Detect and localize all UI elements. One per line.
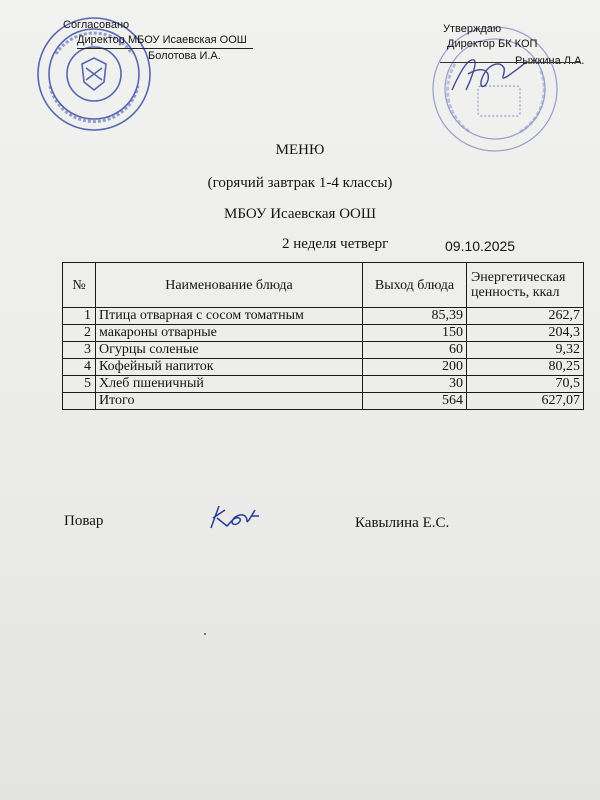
row-yield: 60 — [363, 342, 467, 359]
row-dish-name: Хлеб пшеничный — [96, 376, 363, 393]
confirmation-approve: Утверждаю — [443, 23, 502, 35]
row-yield: 150 — [363, 325, 467, 342]
table-row — [63, 342, 584, 359]
row-energy: 80,25 — [467, 359, 584, 376]
week-day: 2 неделя четверг — [282, 236, 389, 252]
approval-agreed: Согласовано — [63, 19, 130, 31]
confirmation-position: Директор БК КОП — [447, 38, 538, 50]
approval-name: Болотова И.А. — [148, 50, 221, 62]
approval-position: Директор МБОУ Исаевская ООШ — [77, 33, 253, 49]
cook-name: Кавылина Е.С. — [355, 515, 450, 531]
row-dish-name: Кофейный напиток — [96, 359, 363, 376]
total-number-cell — [63, 393, 96, 410]
row-energy: 204,3 — [467, 325, 584, 342]
row-number: 4 — [63, 359, 96, 376]
row-energy: 9,32 — [467, 342, 584, 359]
row-yield: 30 — [363, 376, 467, 393]
confirmation-name: Рыжкина Л.А. — [515, 55, 585, 67]
row-yield: 200 — [363, 359, 467, 376]
total-energy: 627,07 — [467, 393, 584, 410]
table-header-row — [63, 263, 584, 308]
column-energy: Энергетическая ценность, ккал — [467, 263, 584, 308]
row-dish-name: Птица отварная с сосом томатным — [96, 308, 363, 325]
approval-block — [60, 18, 253, 64]
cook-role: Повар — [64, 513, 104, 529]
paper-speck — [204, 633, 206, 635]
row-number: 5 — [63, 376, 96, 393]
table-row — [63, 308, 584, 325]
table-total-row — [63, 393, 584, 410]
menu-table — [62, 262, 584, 410]
row-number: 1 — [63, 308, 96, 325]
total-yield: 564 — [363, 393, 467, 410]
total-label: Итого — [96, 393, 363, 410]
table-row — [63, 325, 584, 342]
table-row — [63, 376, 584, 393]
menu-subtitle: (горячий завтрак 1-4 классы) — [207, 175, 393, 191]
row-dish-name: Огурцы соленые — [96, 342, 363, 359]
row-yield: 85,39 — [363, 308, 467, 325]
row-number: 3 — [63, 342, 96, 359]
column-dish-name: Наименование блюда — [96, 263, 363, 308]
confirmation-underline — [440, 62, 580, 63]
row-dish-name: макароны отварные — [96, 325, 363, 342]
cook-signature — [205, 498, 265, 534]
menu-title: МЕНЮ — [275, 142, 325, 158]
school-name: МБОУ Исаевская ООШ — [223, 206, 376, 222]
column-number: № — [63, 263, 96, 308]
menu-date: 09.10.2025 — [445, 238, 516, 254]
row-energy: 70,5 — [467, 376, 584, 393]
row-number: 2 — [63, 325, 96, 342]
table-row — [63, 359, 584, 376]
column-yield: Выход блюда — [363, 263, 467, 308]
row-energy: 262,7 — [467, 308, 584, 325]
